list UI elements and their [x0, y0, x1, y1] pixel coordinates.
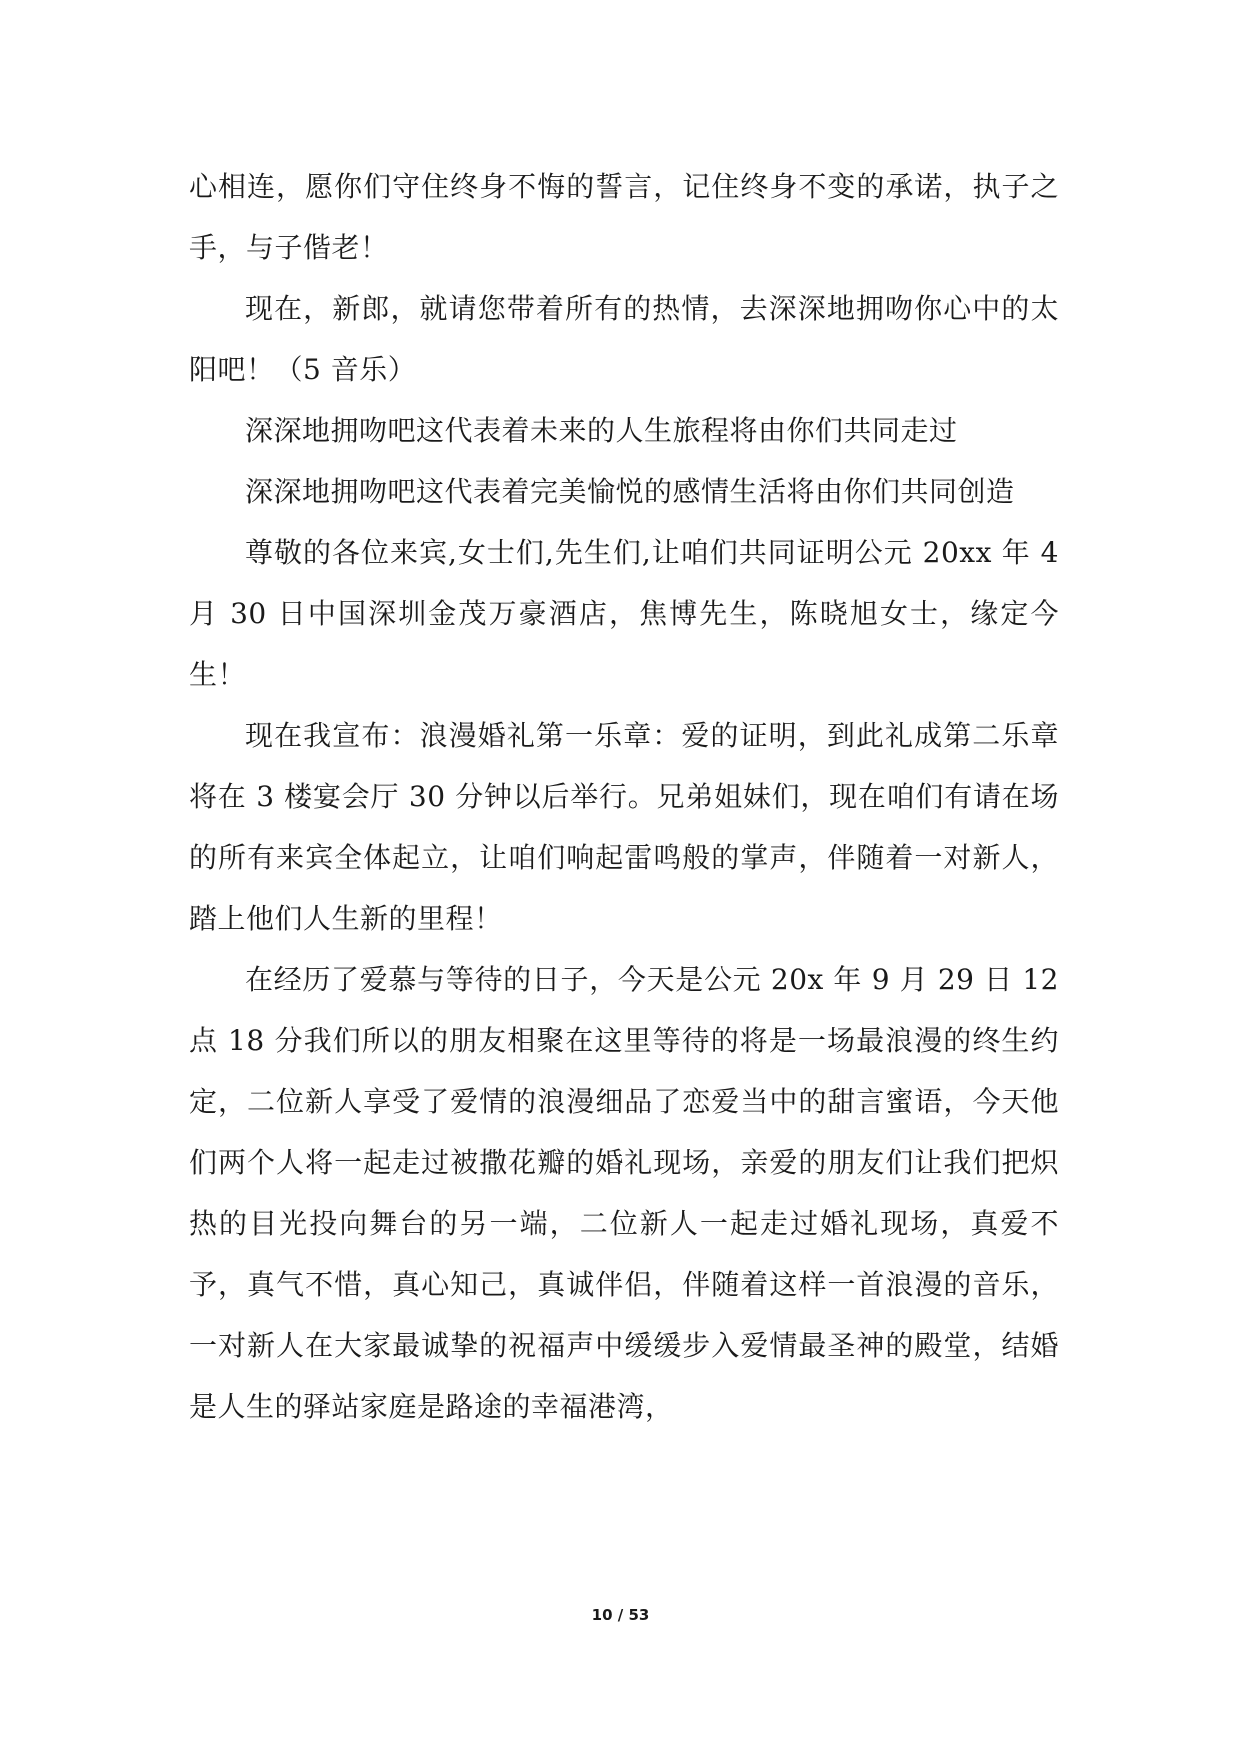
paragraph: 现在我宣布：浪漫婚礼第一乐章：爱的证明，到此礼成第二乐章将在 3 楼宴会厅 30 分钟以后举行。兄弟姐妹们，现在咱们有请在场的所有来宾全体起立，让咱们响起雷鸣般的掌声，伴随着一对新人，踏上他们人生新的里程！	[189, 719, 1059, 935]
paragraph-continuation: 心相连，愿你们守住终身不悔的誓言，记住终身不变的承诺，执子之手，与子偕老！	[189, 170, 1059, 264]
paragraph: 现在，新郎，就请您带着所有的热情，去深深地拥吻你心中的太阳吧！（5 音乐）	[189, 292, 1059, 386]
paragraph: 深深地拥吻吧这代表着未来的人生旅程将由你们共同走过	[245, 414, 958, 447]
page-number: 10 / 53	[591, 1606, 650, 1624]
paragraph: 深深地拥吻吧这代表着完美愉悦的感情生活将由你们共同创造	[245, 475, 1015, 508]
paragraph: 尊敬的各位来宾,女士们,先生们,让咱们共同证明公元 20xx 年 4 月 30 日中国深圳金茂万豪酒店，焦博先生，陈晓旭女士，缘定今生！	[189, 536, 1059, 691]
paragraph: 在经历了爱慕与等待的日子，今天是公元 20x 年 9 月 29 日 12 点 18 分我们所以的朋友相聚在这里等待的将是一场最浪漫的终生约定，二位新人享受了爱情的浪漫细品了恋爱当中的甜言蜜语，今天他们两个人将一起走过被撒花瓣的婚礼现场，亲爱的朋友们让我们把炽热的目光投向舞台的另一端，二位新人一起走过婚礼现场，真爱不予，真气不惜，真心知己，真诚伴侣，伴随着这样一首浪漫的音乐，一对新人在大家最诚挚的祝福声中缓缓步入爱情最圣神的殿堂，结婚是人生的驿站家庭是路途的幸福港湾，	[189, 963, 1059, 1423]
document-body	[189, 156, 1059, 1437]
